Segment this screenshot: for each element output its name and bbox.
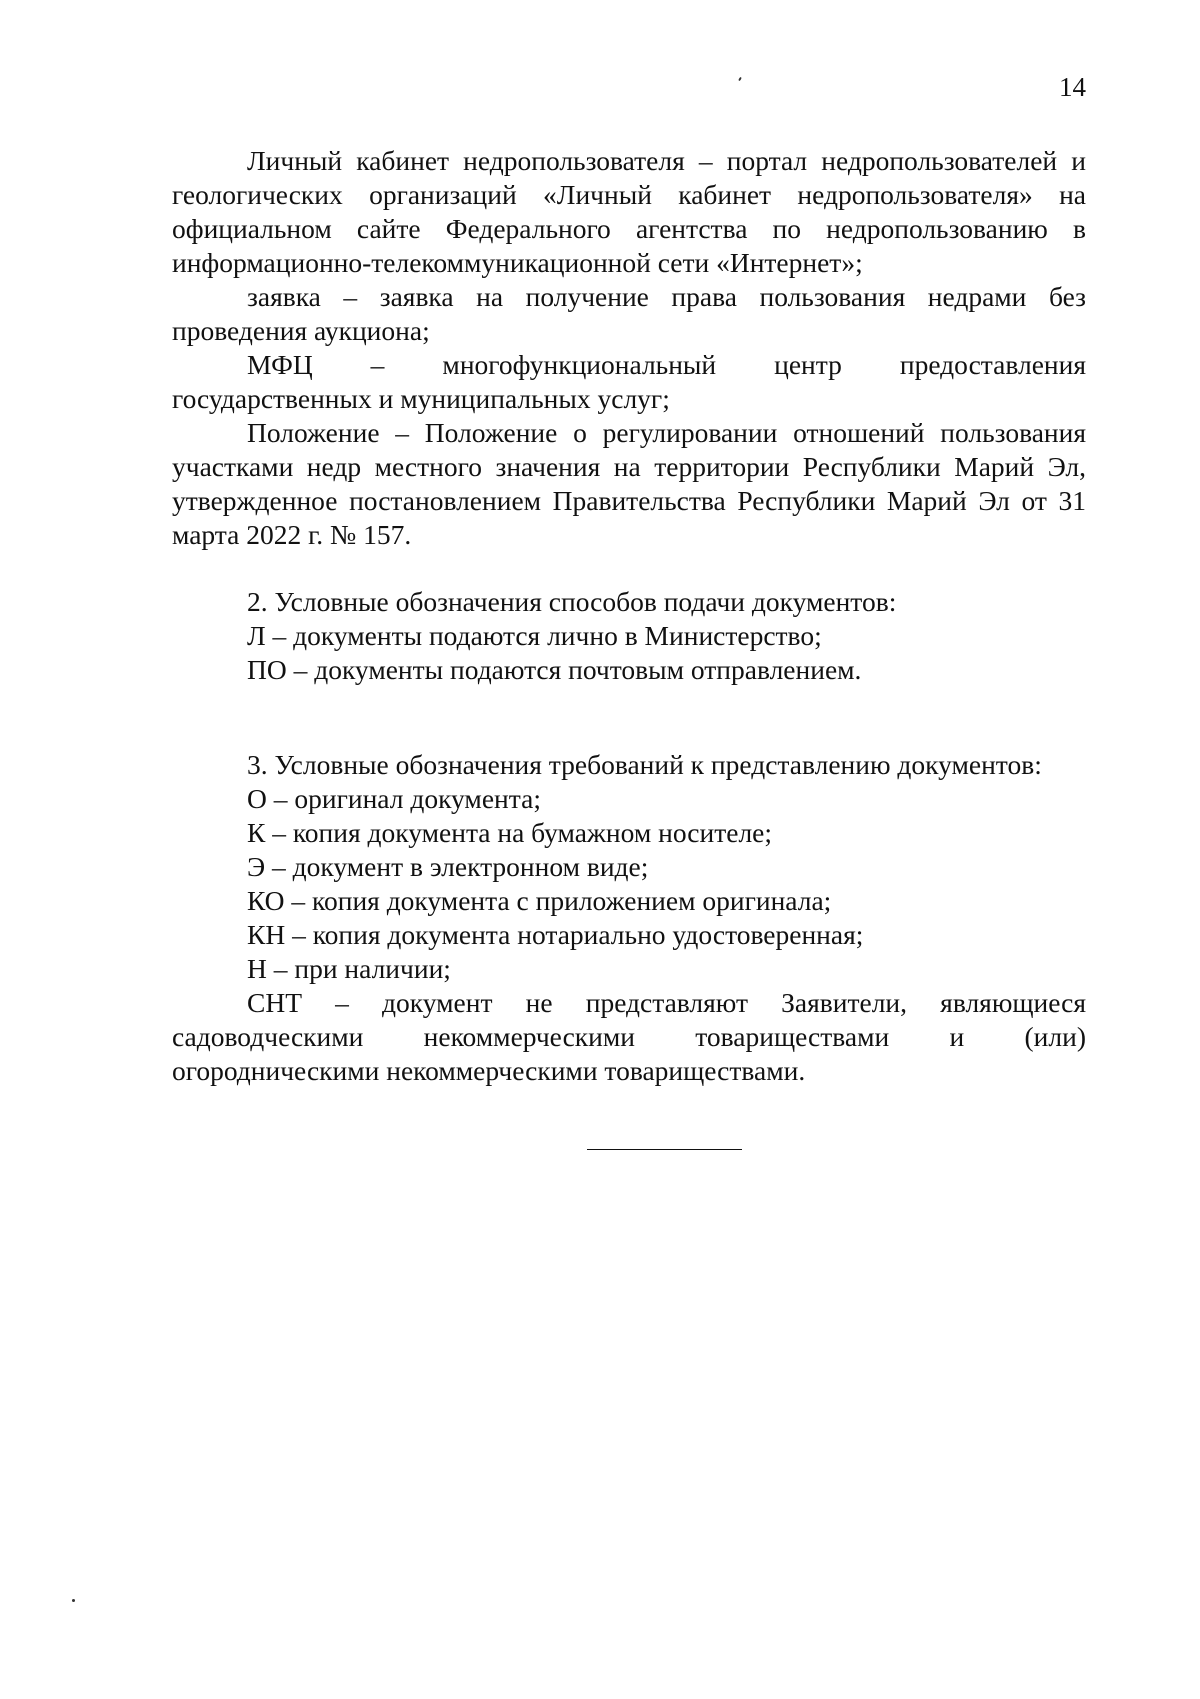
scan-speck: [72, 1599, 75, 1602]
document-requirements-section: [172, 748, 1086, 1088]
submission-methods-section: [172, 585, 1086, 687]
section-heading: 2. Условные обозначения способов подачи документов:: [247, 586, 897, 617]
legend-item: К – копия документа на бумажном носителе;: [247, 817, 773, 848]
page-content: [172, 144, 1086, 1088]
closing-divider: [587, 1149, 742, 1150]
legend-item: Э – документ в электронном виде;: [247, 851, 649, 882]
legend-item: Л – документы подаются лично в Министерство;: [247, 620, 822, 651]
legend-item: Н – при наличии;: [247, 953, 451, 984]
legend-item: КН – копия документа нотариально удостоверенная;: [247, 919, 864, 950]
definitions-list: [172, 144, 1086, 552]
section-heading: 3. Условные обозначения требований к представлению документов:: [247, 749, 1042, 780]
legend-item: ПО – документы подаются почтовым отправлением.: [247, 654, 862, 685]
definition-paragraph: Личный кабинет недропользователя – портал недропользователей и геологических организаций «Личный кабинет недропользователя» на официальном сайте Федерального агентства по недропользованию в информационно-телекоммуникационной сети «Интернет»;: [172, 145, 1086, 278]
scan-speck: [738, 77, 742, 81]
definition-paragraph: заявка – заявка на получение права пользования недрами без проведения аукциона;: [172, 281, 1086, 346]
legend-item: КО – копия документа с приложением оригинала;: [247, 885, 832, 916]
legend-item: СНТ – документ не представляют Заявители, являющиеся садоводческими некоммерческими товариществами и (или) огородническими некоммерческими товариществами.: [172, 987, 1086, 1086]
definition-paragraph: Положение – Положение о регулировании отношений пользования участками недр местного значения на территории Республики Марий Эл, утвержденное постановлением Правительства Республики Марий Эл от 31 марта 2022 г. № 157.: [172, 417, 1086, 550]
legend-item: О – оригинал документа;: [247, 783, 541, 814]
definition-paragraph: МФЦ – многофункциональный центр предоставления государственных и муниципальных услуг;: [172, 349, 1086, 414]
page-number: 14: [1059, 72, 1086, 102]
